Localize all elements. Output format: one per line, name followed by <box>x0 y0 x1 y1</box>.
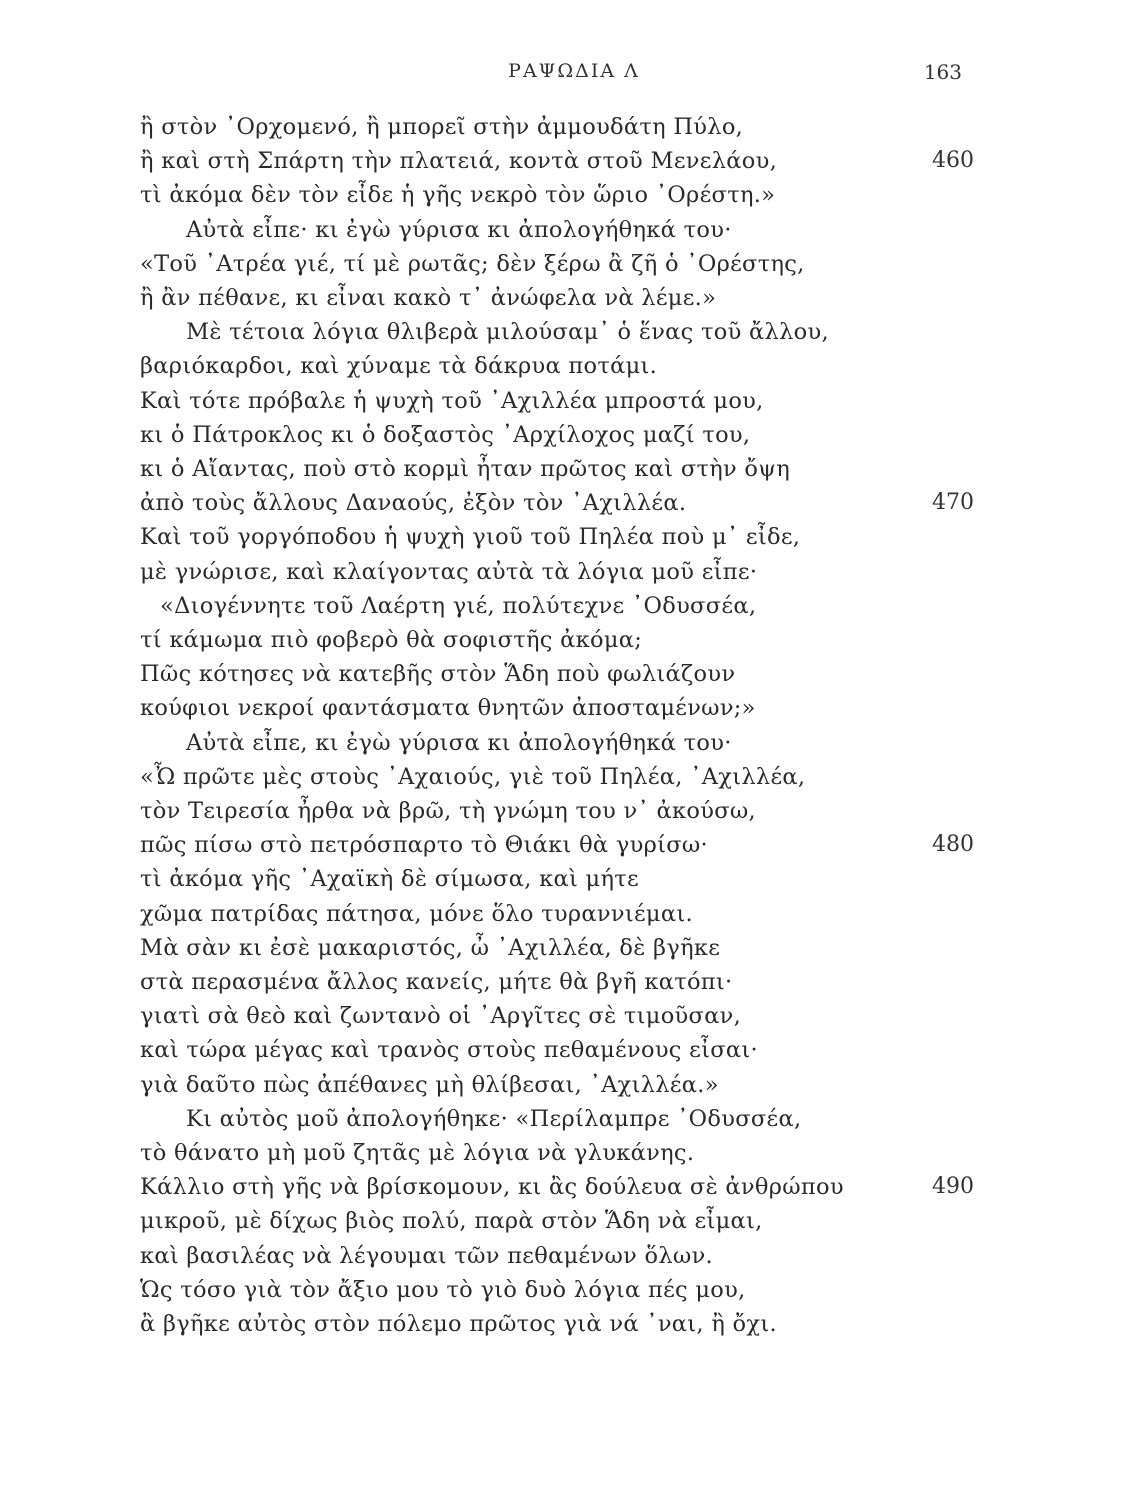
verse-line: μὲ γνώρισε, καὶ κλαίγοντας αὐτὰ τὰ λόγια μοῦ εἶπε· <box>140 559 758 585</box>
verse-line: κι ὁ Πάτροκλος κι ὁ δοξαστὸς ᾿Αρχίλοχος μαζί του, <box>140 422 751 448</box>
verse-line: στὰ περασμένα ἄλλος κανείς, μήτε θὰ βγῆ κατόπι· <box>140 969 733 995</box>
verse-line: Ὡς τόσο γιὰ τὸν ἄξιο μου τὸ γιὸ δυὸ λόγια πές μου, <box>140 1277 746 1303</box>
verse-line: Αὐτὰ εἶπε, κι ἐγὼ γύρισα κι ἀπολογήθηκά του· <box>186 730 732 756</box>
verse-line: Μὲ τέτοια λόγια θλιβερὰ μιλούσαμ᾿ ὁ ἕνας τοῦ ἄλλου, <box>186 319 829 345</box>
verse-line: Κάλλιο στὴ γῆς νὰ βρίσκομουν, κι ἂς δούλευα σὲ ἀνθρώπου <box>140 1174 844 1200</box>
verse-line: «Ὦ πρῶτε μὲς στοὺς ᾿Αχαιούς, γιὲ τοῦ Πηλέα, ᾿Αχιλλέα, <box>140 764 806 790</box>
verse-line-number: 480 <box>932 832 974 857</box>
verse-line: βαριόκαρδοι, καὶ χύναμε τὰ δάκρυα ποτάμι. <box>140 353 658 379</box>
verse-line: Καὶ τοῦ γοργόποδου ἡ ψυχὴ γιοῦ τοῦ Πηλέα ποὺ μ᾿ εἶδε, <box>140 524 801 550</box>
running-title: ΡΑΨΩΔΙΑ Λ <box>508 60 640 82</box>
verse-line: πῶς πίσω στὸ πετρόσπαρτο τὸ Θιάκι θὰ γυρίσω· <box>140 832 709 858</box>
verse-line: τί κάμωμα πιὸ φοβερὸ θὰ σοφιστῆς ἀκόμα; <box>140 627 643 653</box>
verse-line: τὶ ἀκόμα δὲν τὸν εἶδε ἡ γῆς νεκρὸ τὸν ὥριο ᾿Ορέστη.» <box>140 182 776 208</box>
verse-line: κι ὁ Αἴαντας, ποὺ στὸ κορμὶ ἦταν πρῶτος καὶ στὴν ὄψη <box>140 456 791 482</box>
verse-line: χῶμα πατρίδας πάτησα, μόνε ὅλο τυραννιέμαι. <box>140 901 693 927</box>
verse-line: τὸ θάνατο μὴ μοῦ ζητᾶς μὲ λόγια νὰ γλυκάνης. <box>140 1140 695 1166</box>
verse-line: ἢ ἂν πέθανε, κι εἶναι κακὸ τ᾿ ἀνώφελα νὰ λέμε.» <box>140 285 717 311</box>
verse-line: ἀπὸ τοὺς ἄλλους Δαναούς, ἐξὸν τὸν ᾿Αχιλλέα. <box>140 490 687 516</box>
verse-line: γιατὶ σὰ θεὸ καὶ ζωντανὸ οἱ ᾿Αργῖτες σὲ τιμοῦσαν, <box>140 1003 742 1029</box>
verse-line-number: 490 <box>932 1174 974 1199</box>
verse-line: «Τοῦ ᾿Ατρέα γιέ, τί μὲ ρωτᾶς; δὲν ξέρω ἂ ζῆ ὁ ᾿Ορέστης, <box>140 251 805 277</box>
verse-line: ἂ βγῆκε αὐτὸς στὸν πόλεμο πρῶτος γιὰ νά ᾿ναι, ἢ ὄχι. <box>140 1311 777 1337</box>
verse-line: κούφιοι νεκροί φαντάσματα θνητῶν ἀποσταμένων;» <box>140 695 756 721</box>
verse-line: Κι αὐτὸς μοῦ ἀπολογήθηκε· «Περίλαμπρε ᾿Οδυσσέα, <box>186 1106 802 1132</box>
verse-line: τὶ ἀκόμα γῆς ᾿Αχαϊκὴ δὲ σίμωσα, καὶ μήτε <box>140 866 639 892</box>
verse-line: «Διογέννητε τοῦ Λαέρτη γιέ, πολύτεχνε ᾿Οδυσσέα, <box>160 593 757 619</box>
verse-line: καὶ τώρα μέγας καὶ τρανὸς στοὺς πεθαμένους εἶσαι· <box>140 1037 758 1063</box>
verse-line: μικροῦ, μὲ δίχως βιὸς πολύ, παρὰ στὸν Ἅδη νὰ εἶμαι, <box>140 1208 763 1234</box>
verse-line: Μὰ σὰν κι ἐσὲ μακαριστός, ὦ ᾿Αχιλλέα, δὲ βγῆκε <box>140 935 721 961</box>
verse-line-number: 470 <box>932 490 974 515</box>
verse-line: καὶ βασιλέας νὰ λέγουμαι τῶν πεθαμένων ὅλων. <box>140 1243 714 1269</box>
running-head <box>0 54 1148 94</box>
verse-line: Αὐτὰ εἶπε· κι ἐγὼ γύρισα κι ἀπολογήθηκά του· <box>186 217 732 243</box>
verse-line: Πῶς κότησες νὰ κατεβῆς στὸν Ἅδη ποὺ φωλιάζουν <box>140 661 736 687</box>
verse-line: ἢ στὸν ᾿Ορχομενό, ἢ μπορεῖ στὴν ἀμμουδάτη Πύλο, <box>140 114 744 140</box>
verse-line-number: 460 <box>932 148 974 173</box>
verse-line: Καὶ τότε πρόβαλε ἡ ψυχὴ τοῦ ᾿Αχιλλέα μπροστά μου, <box>140 388 764 414</box>
page-number: 163 <box>923 60 962 84</box>
verse-line: ἢ καὶ στὴ Σπάρτη τὴν πλατειά, κοντὰ στοῦ Μενελάου, <box>140 148 778 174</box>
verse-line: γιὰ δαῦτο πὼς ἀπέθανες μὴ θλίβεσαι, ᾿Αχιλλέα.» <box>140 1072 719 1098</box>
verse-line: τὸν Τειρεσία ἦρθα νὰ βρῶ, τὴ γνώμη του ν᾿ ἀκούσω, <box>140 798 756 824</box>
